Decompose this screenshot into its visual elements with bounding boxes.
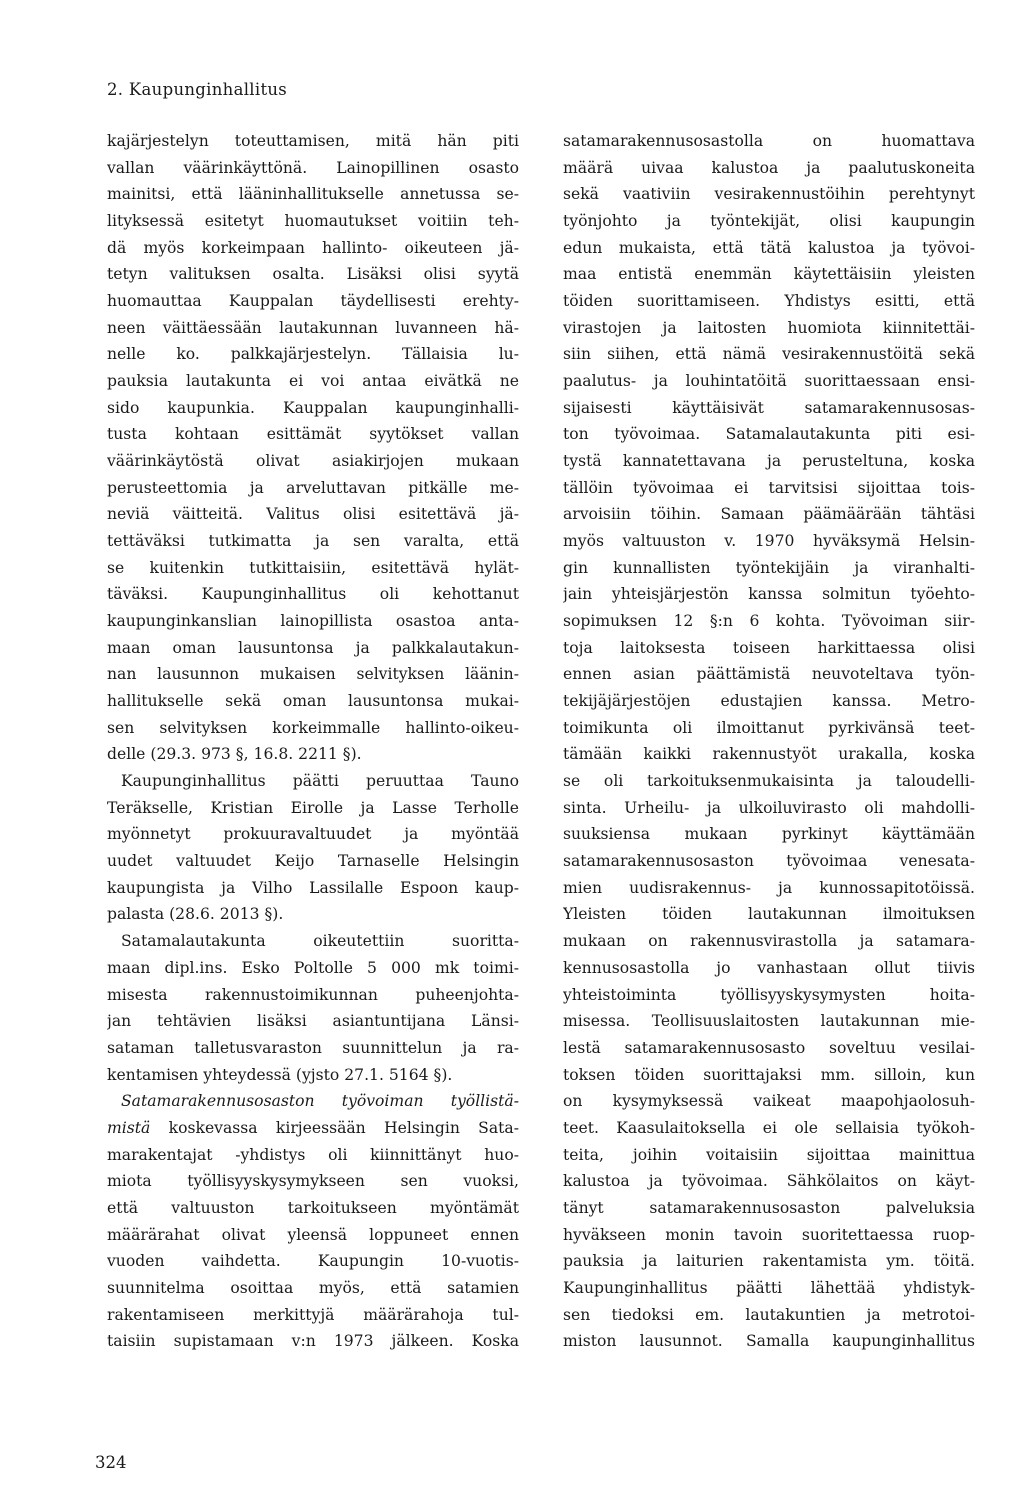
- text-line: yhteistoiminta työllisyyskysymysten hoita-: [563, 985, 975, 1004]
- text-line: misesta rakennustoimikunnan puheenjohta-: [107, 985, 519, 1004]
- text-line: toimikunta oli ilmoittanut pyrkivänsä teet-: [563, 718, 975, 737]
- text-line: tämään kaikki rakennustyöt urakalla, koska: [563, 745, 975, 764]
- text-line: sen selvityksen korkeimmalle hallinto-oikeu-: [107, 718, 519, 737]
- text-line: delle (29.3. 973 §, 16.8. 2211 §).: [107, 745, 362, 764]
- text-line: nelle ko. palkkajärjestelyn. Tällaisia lu-: [107, 345, 519, 364]
- text-line: teet. Kaasulaitoksella ei ole sellaisia työkoh-: [563, 1118, 975, 1137]
- text-line: jain yhteisjärjestön kanssa solmitun työehto-: [563, 585, 975, 604]
- text-line: suuksiensa mukaan pyrkinyt käyttämään: [563, 825, 975, 844]
- text-line: töiden suorittamiseen. Yhdistys esitti, että: [563, 292, 975, 311]
- left-text-column: [107, 128, 519, 1355]
- text-line: myös valtuuston v. 1970 hyväksymä Helsin-: [563, 532, 975, 551]
- text-line: virastojen ja laitosten huomiota kiinnitettäi-: [563, 318, 975, 337]
- text-line: satamarakennusosastolla on huomattava: [563, 132, 975, 150]
- text-line: tänyt satamarakennusosaston palveluksia: [563, 1198, 975, 1217]
- text-line: rakentamiseen merkittyjä määrärahoja tul-: [107, 1305, 519, 1324]
- text-line: hallitukselle sekä oman lausuntonsa mukai-: [107, 692, 519, 711]
- text-line: sen tiedoksi em. lautakuntien ja metrotoi-: [563, 1305, 975, 1324]
- text-line: että valtuuston tarkoitukseen myöntämät: [107, 1198, 519, 1217]
- text-line: Teräkselle, Kristian Eirolle ja Lasse Terholle: [107, 798, 519, 817]
- text-line: kentamisen yhteydessä (yjsto 27.1. 5164 §).: [107, 1065, 453, 1084]
- text-line: kalustoa ja työvoimaa. Sähkölaitos on käyt-: [563, 1172, 975, 1191]
- text-line: tettäväksi tutkimatta ja sen varalta, että: [107, 532, 519, 551]
- text-line: tekijäjärjestöjen edustajien kanssa. Metro-: [563, 692, 975, 711]
- text-line: täväksi. Kaupunginhallitus oli kehottanut: [107, 585, 519, 604]
- text-line: maan dipl.ins. Esko Poltolle 5 000 mk toimi-: [107, 958, 519, 977]
- text-line: se oli tarkoituksenmukaisinta ja taloudelli-: [563, 772, 975, 791]
- italic-heading: Satamarakennusosaston työvoiman työllistä-: [121, 1092, 519, 1111]
- text-line: toksen töiden suorittajaksi mm. silloin, kun: [563, 1065, 975, 1084]
- text-line: perusteettomia ja arveluttavan pitkälle me-: [107, 478, 519, 497]
- text-line: kajärjestelyn toteuttamisen, mitä hän piti: [107, 132, 519, 150]
- text-line: miston lausunnot. Samalla kaupunginhallitus: [563, 1332, 975, 1351]
- text-line: kaupunginkanslian lainopillista osastoa anta-: [107, 612, 519, 631]
- text-line: sopimuksen 12 §:n 6 kohta. Työvoiman siir-: [563, 612, 975, 631]
- text-line: kennusosastolla jo vanhastaan ollut tiivis: [563, 958, 975, 977]
- running-header: 2. Kaupunginhallitus: [107, 80, 288, 99]
- text-line: lityksessä esitetyt huomautukset voitiin teh-: [107, 212, 519, 231]
- text-line: gin kunnallisten työntekijäin ja viranhalti-: [563, 558, 975, 577]
- text-line: uudet valtuudet Keijo Tarnaselle Helsingin: [107, 852, 519, 871]
- text-line: sekä vaativiin vesirakennustöihin perehtynyt: [563, 185, 975, 204]
- text-line: ton työvoimaa. Satamalautakunta piti esi-: [563, 425, 975, 444]
- text-line: myönnetyt prokuuravaltuudet ja myöntää: [107, 825, 519, 844]
- text-line: väärinkäytöstä olivat asiakirjojen mukaan: [107, 452, 519, 471]
- text-line: marakentajat -yhdistys oli kiinnittänyt huo-: [107, 1145, 519, 1164]
- text-line: sijaisesti käyttäisivät satamarakennusosas-: [563, 398, 975, 417]
- text-line: huomauttaa Kauppalan täydellisesti erehty-: [107, 292, 519, 311]
- text-line: siin siihen, että nämä vesirakennustöitä sekä: [563, 345, 975, 364]
- text-line: tystä kannatettavana ja perusteltuna, koska: [563, 452, 975, 471]
- text-line: jan tehtävien lisäksi asiantuntijana Länsi-: [107, 1012, 519, 1031]
- text-line: taisiin supistamaan v:n 1973 jälkeen. Koska: [107, 1332, 519, 1351]
- text-line: työnjohto ja työntekijät, olisi kaupungin: [563, 212, 975, 231]
- italic-heading: mistä: [107, 1118, 151, 1137]
- text-line: sinta. Urheilu- ja ulkoiluvirasto oli mahdolli-: [563, 798, 975, 817]
- text-line: mainitsi, että lääninhallitukselle annetussa se-: [107, 185, 519, 204]
- text-line: sido kaupunkia. Kauppalan kaupunginhalli-: [107, 398, 519, 417]
- text-line: nan lausunnon mukaisen selvityksen läänin-: [107, 665, 519, 684]
- text-line: ennen asian päättämistä neuvoteltava työn-: [563, 665, 975, 684]
- text-line: [107, 1088, 519, 1115]
- text-line: Kaupunginhallitus päätti peruuttaa Tauno: [121, 772, 519, 791]
- text-line: määrä uivaa kalustoa ja paalutuskoneita: [563, 158, 975, 177]
- text-line: satamarakennusosaston työvoimaa venesata-: [563, 852, 975, 871]
- text-line: maan oman lausuntonsa ja palkkalautakun-: [107, 638, 519, 657]
- text-line: suunnitelma osoittaa myös, että satamien: [107, 1278, 519, 1297]
- text-line: Kaupunginhallitus päätti lähettää yhdistyk-: [563, 1278, 975, 1297]
- text-line: lestä satamarakennusosasto soveltuu vesilai-: [563, 1038, 975, 1057]
- text-line: tusta kohtaan esittämät syytökset vallan: [107, 425, 519, 444]
- text-line: määrärahat olivat yleensä loppuneet ennen: [107, 1225, 519, 1244]
- text-line: [107, 1115, 519, 1142]
- text-line: on kysymyksessä vaikeat maapohjaolosuh-: [563, 1092, 975, 1111]
- text-line: vallan väärinkäyttönä. Lainopillinen osasto: [107, 158, 519, 177]
- text-line: paalutus- ja louhintatöitä suorittaessaan ensi-: [563, 372, 975, 391]
- text-line: neviä väitteitä. Valitus olisi esitettävä jä-: [107, 505, 519, 524]
- text-segment: koskevassa kirjeessään Helsingin Sata-: [168, 1118, 519, 1137]
- text-line: vuoden vaihdetta. Kaupungin 10-vuotis-: [107, 1252, 519, 1271]
- text-line: toja laitoksesta toiseen harkittaessa olisi: [563, 638, 975, 657]
- right-text-column: [563, 128, 975, 1355]
- text-line: neen väittäessään lautakunnan luvanneen hä-: [107, 318, 519, 337]
- text-line: sataman talletusvaraston suunnittelun ja ra-: [107, 1038, 519, 1057]
- text-line: maa entistä enemmän käytettäisiin yleisten: [563, 265, 975, 284]
- text-line: arvoisiin töihin. Samaan päämäärään tähtäsi: [563, 505, 975, 524]
- text-line: miota työllisyyskysymykseen sen vuoksi,: [107, 1172, 519, 1191]
- text-line: pauksia ja laiturien rakentamista ym. töitä.: [563, 1252, 975, 1271]
- text-line: Satamalautakunta oikeutettiin suoritta-: [121, 932, 519, 951]
- text-line: tetyn valituksen osalta. Lisäksi olisi syytä: [107, 265, 519, 284]
- text-line: kaupungista ja Vilho Lassilalle Espoon kaup-: [107, 878, 519, 897]
- text-line: hyväkseen monin tavoin suoritettaessa ruop-: [563, 1225, 975, 1244]
- text-line: pauksia lautakunta ei voi antaa eivätkä ne: [107, 372, 519, 391]
- text-line: edun mukaista, että tätä kalustoa ja työvoi-: [563, 238, 975, 257]
- page-number: 324: [95, 1453, 127, 1472]
- text-line: se kuitenkin tutkittaisiin, esitettävä hylät-: [107, 558, 519, 577]
- text-line: Yleisten töiden lautakunnan ilmoituksen: [563, 905, 975, 924]
- text-line: misessa. Teollisuuslaitosten lautakunnan mie-: [563, 1012, 975, 1031]
- text-line: teita, joihin voitaisiin sijoittaa mainittua: [563, 1145, 975, 1164]
- text-line: mukaan on rakennusvirastolla ja satamara-: [563, 932, 975, 951]
- text-line: tällöin työvoimaa ei tarvitsisi sijoittaa tois-: [563, 478, 975, 497]
- text-line: mien uudisrakennus- ja kunnossapitotöissä.: [563, 878, 975, 897]
- text-line: dä myös korkeimpaan hallinto- oikeuteen jä-: [107, 238, 519, 257]
- text-line: palasta (28.6. 2013 §).: [107, 905, 284, 924]
